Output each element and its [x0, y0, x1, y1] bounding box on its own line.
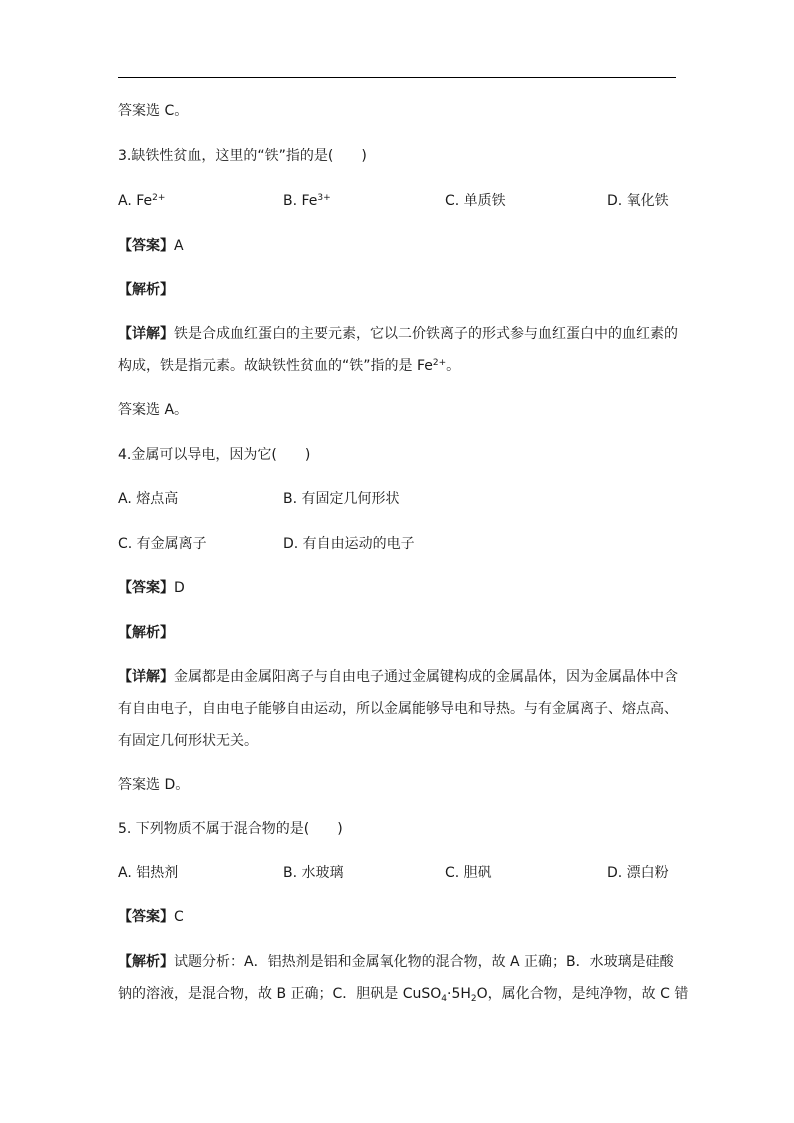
q5-answer: 【答案】C	[118, 909, 184, 925]
q4-option-b: B. 有固定几何形状	[283, 491, 400, 507]
q4-detail-line1: 【详解】金属都是由金属阳离子与自由电子通过金属键构成的金属晶体，因为金属晶体中含	[118, 669, 678, 685]
q4-question: 4.金属可以导电，因为它( )	[118, 447, 311, 463]
q3-option-d: D. 氧化铁	[607, 193, 669, 209]
q4-option-d: D. 有自由运动的电子	[283, 536, 415, 552]
q4-option-a: A. 熔点高	[118, 491, 179, 507]
q5-analysis-line1: 【解析】试题分析：A．铝热剂是铝和金属氧化物的混合物，故 A 正确；B．水玻璃是硅酸	[118, 954, 674, 970]
q4-detail-line2: 有自由电子，自由电子能够自由运动，所以金属能够导电和导热。与有金属离子、熔点高、	[118, 701, 678, 717]
q4-option-c: C. 有金属离子	[118, 536, 207, 552]
q4-answer-line: 答案选 D。	[118, 777, 190, 793]
q3-question: 3.缺铁性贫血，这里的“铁”指的是( )	[118, 148, 367, 164]
q3-option-b: B. $Fe^{3+}$	[283, 193, 331, 209]
q5-option-c: C. 胆矾	[445, 865, 492, 881]
q3-option-c: C. 单质铁	[445, 193, 506, 209]
q3-analysis-tag: 【解析】	[118, 282, 174, 298]
q3-answer: 【答案】A	[118, 238, 184, 254]
q5-analysis-line2: 钠的溶液，是混合物，故 B 正确；C．胆矾是 $CuSO_4\cdot 5H_2O$，属化合物，是纯净物，故 C 错	[118, 986, 689, 1004]
q3-detail-line2: 构成，铁是指元素。故缺铁性贫血的“铁”指的是 $Fe^{2+}$。	[118, 358, 461, 374]
q3-detail-line1: 【详解】铁是合成血红蛋白的主要元素，它以二价铁离子的形式参与血红蛋白中的血红素的	[118, 326, 678, 342]
q4-answer: 【答案】D	[118, 580, 185, 596]
q5-option-d: D. 漂白粉	[607, 865, 669, 881]
header-rule	[118, 77, 676, 78]
q3-answer-line: 答案选 A。	[118, 402, 189, 418]
q5-option-b: B. 水玻璃	[283, 865, 344, 881]
q5-option-a: A. 铝热剂	[118, 865, 179, 881]
q4-detail-line3: 有固定几何形状无关。	[118, 733, 258, 749]
q5-question: 5. 下列物质不属于混合物的是( )	[118, 821, 343, 837]
q4-analysis-tag: 【解析】	[118, 625, 174, 641]
q3-option-a: A. $Fe^{2+}$	[118, 193, 166, 209]
q2-answer-line: 答案选 C。	[118, 103, 189, 119]
